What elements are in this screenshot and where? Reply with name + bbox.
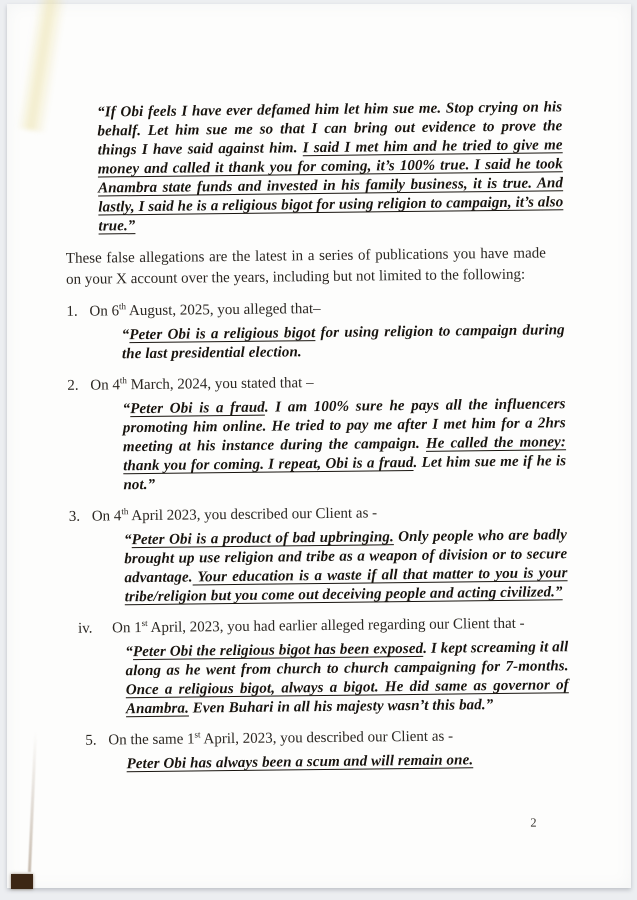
item-heading [78, 614, 568, 639]
text-segment: . I am 100% sure he pays all the influencers promoting him online. He tried to pay me after I met him for a 2hrs meeting at his instance during the campaign. [122, 396, 566, 456]
text-segment: Only people who are badly brought up use religion and tribe as a weapon of division or to secure advantage. [124, 527, 568, 587]
item-quote [125, 638, 569, 719]
item-quote [122, 321, 565, 364]
text-segment: August, 2025, you alleged that– [125, 301, 321, 320]
item-quote [124, 526, 568, 607]
letter-body [64, 98, 570, 775]
item-heading-text [108, 728, 453, 751]
text-segment: Peter Obi is a fraud [130, 399, 265, 418]
text-segment: I said I met him and he tried to give me money and called it thank you for coming, it’s 100% true. I said he took Anambra state funds and invested in his family business, it is true. And lastly, I said he is a religious bigot for using religion to campaign, it’s also true.” [97, 137, 564, 235]
list-marker: 1. [66, 303, 78, 320]
text-segment: . Let him sue me if he is not.” [123, 453, 567, 494]
paper-sheet [7, 4, 631, 888]
ordinal-superscript: st [194, 729, 201, 740]
text-segment: On 6 [89, 303, 120, 320]
text-segment: April, 2023, you described our Client as - [200, 728, 454, 748]
text-segment: “ [122, 401, 131, 418]
allegation-item-1 [66, 297, 565, 365]
allegation-item-2 [67, 371, 566, 496]
list-marker: iv. [77, 620, 93, 637]
text-segment: . I kept screaming it all along as he went from church to church campaigning for 7-months. [125, 639, 569, 680]
item-heading-text [112, 615, 525, 639]
text-segment: “If Obi feels I have ever defamed him let him sue me. Stop crying on his behalf. Let him sue me so that I can bring out evidence to prove the things I have said against him. [97, 99, 563, 159]
text-segment: On 4 [91, 508, 122, 525]
item-heading [67, 371, 565, 396]
ordinal-superscript: th [119, 375, 127, 386]
text-segment: On 1 [111, 620, 142, 637]
text-segment: Your education is a waste if all that matter to you is your tribe/religion but you come out deceiving people and acting civilized.” [124, 565, 568, 606]
text-segment: Even Buhari in all his majesty wasn’t this bad.” [188, 697, 494, 717]
ordinal-superscript: st [141, 617, 148, 629]
text-segment: April 2023, you described our Client as - [128, 505, 378, 525]
list-marker: 3. [68, 508, 81, 525]
item-heading [85, 726, 569, 750]
text-segment: “ [125, 644, 134, 661]
text-segment: “ [123, 532, 132, 549]
text-segment: On 4 [90, 377, 120, 394]
text-segment: Peter Obi the religious bigot has been exposed [132, 640, 424, 661]
text-segment: Peter Obi has always been a scum and will remain one. [126, 752, 474, 773]
text-segment: On the same 1 [108, 731, 195, 749]
lead-paragraph: These false allegations are the latest in a series of publications you have made on your X account over the years, including but not limited to the following: [65, 245, 546, 288]
text-segment: March, 2024, you stated that – [126, 375, 314, 394]
allegation-item-3 [69, 502, 568, 608]
text-segment: Peter Obi is a product of bad upbringing. [131, 529, 394, 549]
item-heading-text [92, 504, 378, 526]
ordinal-superscript: th [118, 301, 127, 312]
text-segment: for using religion to campaign during the last presidential election. [121, 322, 565, 363]
item-heading-text [90, 374, 313, 396]
ordinal-superscript: th [121, 506, 129, 517]
item-heading [69, 502, 567, 527]
item-heading-text [89, 300, 320, 322]
item-quote [127, 750, 570, 774]
allegation-item-iv [70, 614, 569, 720]
page-number: 2 [530, 815, 537, 830]
text-segment: April, 2023, you had earlier alleged regarding our Client that - [147, 615, 525, 636]
opening-quote-block [97, 98, 563, 236]
list-marker: 5. [85, 732, 97, 749]
text-segment: “ [121, 327, 130, 344]
text-segment: Peter Obi is a religious bigot [129, 325, 316, 344]
text-segment: He called the money: thank you for coming. I repeat, Obi is a fraud [123, 434, 567, 475]
page-tilt-wrapper [7, 0, 637, 891]
list-marker: 2. [67, 377, 79, 394]
allegation-item-5 [71, 726, 569, 775]
item-heading [66, 297, 564, 322]
text-segment: Once a religious bigot, always a bigot. He did same as governor of Anambra. [125, 677, 569, 718]
item-quote [122, 395, 566, 495]
